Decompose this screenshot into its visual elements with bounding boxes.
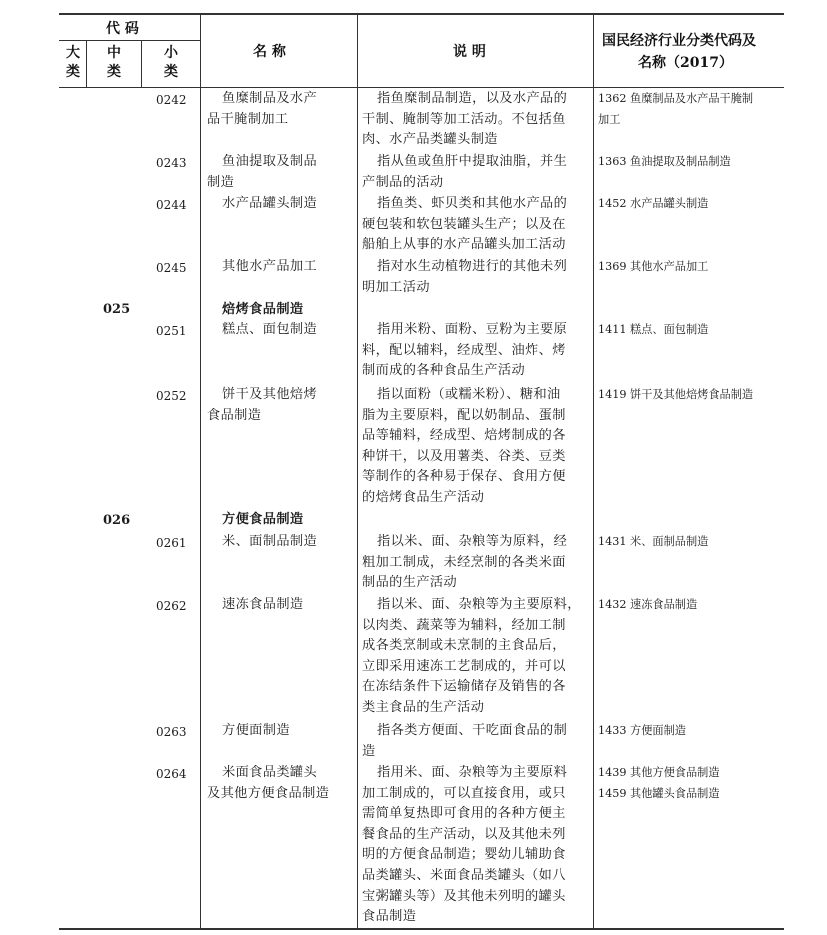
item-description: 指各类方便面、干吃面食品的制 造 (362, 723, 568, 759)
mapping-ref: 1419 饼干及其他焙烤食品制造 (598, 388, 754, 401)
item-description: 指以米、面、杂粮等为主要原料， 以肉类、蔬菜等为辅料，经加工制 成各类烹制或未烹制的主食品后， 立即采用速冻工艺制成的，并可以 在冻结条件下运输储存及销售的各 类主食品的生产活动 (362, 597, 581, 715)
item-description: 指用米、面、杂粮等为主要原料 加工制成的，可以直接食用，或只 需简单复热即可食用的各种方便主 餐食品的生产活动，以及其他未列 明的方便食品制造；婴幼儿辅助食 品类罐头、米面食品类罐头（如八 宝粥罐头等）及其他未列明的罐头 食品制造 (362, 765, 568, 925)
item-name: 米面食品类罐头 及其他方便食品制造 (207, 765, 330, 801)
item-description: 指以米、面、杂粮等为原料，经 粗加工制成，未经烹制的各类米面 制品的生产活动 (362, 534, 568, 591)
item-name: 饼干及其他焙烤 食品制造 (207, 387, 318, 423)
col-divider-major-middle (86, 40, 87, 88)
mapping-ref: 1452 水产品罐头制造 (598, 197, 709, 210)
item-name: 鱼油提取及制品 制造 (207, 154, 318, 190)
header-code: 代 码 (106, 21, 139, 37)
mapping-ref: 1369 其他水产品加工 (598, 260, 709, 273)
header-name: 名 称 (253, 44, 286, 60)
item-description: 指鱼糜制品制造，以及水产品的 干制、腌制等加工活动。不包括鱼 肉、水产品类罐头制造 (362, 91, 568, 148)
col-divider-middle-minor (141, 40, 142, 88)
minor-class-code: 0242 (156, 93, 187, 107)
item-name: 糕点、面包制造 (222, 322, 318, 337)
item-description: 指鱼类、虾贝类和其他水产品的 硬包装和软包装罐头生产；以及在 船舶上从事的水产品罐头加工活动 (362, 196, 568, 253)
col-divider-code-name (200, 13, 201, 929)
mapping-ref: 1362 鱼糜制品及水产品干腌制 加工 (598, 92, 754, 126)
mapping-ref: 1439 其他方便食品制造 1459 其他罐头食品制造 (598, 766, 720, 800)
minor-class-code: 0263 (156, 725, 187, 739)
header-middle-class: 中类 (107, 45, 121, 80)
item-description: 指从鱼或鱼肝中提取油脂，并生 产制品的活动 (362, 154, 568, 190)
table-top-border (59, 13, 784, 15)
minor-class-code: 0244 (156, 198, 187, 212)
group-code-025: 025 (103, 302, 131, 317)
minor-class-code: 0261 (156, 536, 187, 550)
item-name: 其他水产品加工 (222, 259, 318, 274)
header-bottom-border (59, 87, 784, 88)
header-mapping-line2: 名称（2017） (638, 55, 733, 71)
header-description: 说 明 (453, 44, 486, 60)
item-name: 速冻食品制造 (222, 597, 304, 612)
mapping-ref: 1411 糕点、面包制造 (598, 323, 709, 336)
col-divider-name-desc (357, 13, 358, 929)
header-major-class: 大类 (66, 45, 80, 80)
group-name-026: 方便食品制造 (222, 512, 304, 527)
mapping-ref: 1431 米、面制品制造 (598, 535, 709, 548)
item-description: 指对水生动植物进行的其他未列 明加工活动 (362, 259, 568, 295)
item-description: 指用米粉、面粉、豆粉为主要原 料，配以辅料，经成型、油炸、烤 制而成的各种食品生产活动 (362, 322, 568, 379)
mapping-ref: 1432 速冻食品制造 (598, 598, 698, 611)
header-mapping-line1: 国民经济行业分类代码及 (602, 33, 756, 49)
header-minor-class: 小类 (164, 45, 178, 80)
minor-class-code: 0251 (156, 324, 187, 338)
item-name: 鱼糜制品及水产 品干腌制加工 (207, 91, 318, 127)
group-code-026: 026 (103, 513, 131, 528)
col-divider-desc-mapping (593, 13, 594, 929)
minor-class-code: 0243 (156, 156, 187, 170)
item-name: 米、面制品制造 (222, 534, 318, 549)
group-name-025: 焙烤食品制造 (222, 302, 304, 317)
mapping-ref: 1433 方便面制造 (598, 724, 686, 737)
mapping-ref: 1363 鱼油提取及制品制造 (598, 155, 731, 168)
minor-class-code: 0245 (156, 261, 187, 275)
minor-class-code: 0264 (156, 767, 187, 781)
item-name: 方便面制造 (222, 723, 290, 738)
item-description: 指以面粉（或糯米粉）、糖和油 脂为主要原料，配以奶制品、蛋制 品等辅料，经成型、焙烤制成的各 种饼干，以及用薯类、谷类、豆类 等制作的各种易于保存、食用方便 的焙烤食品生产活动 (362, 387, 566, 505)
minor-class-code: 0262 (156, 599, 187, 613)
minor-class-code: 0252 (156, 389, 187, 403)
item-name: 水产品罐头制造 (222, 196, 318, 211)
code-subheader-divider (59, 40, 200, 41)
table-bottom-border (59, 928, 784, 930)
